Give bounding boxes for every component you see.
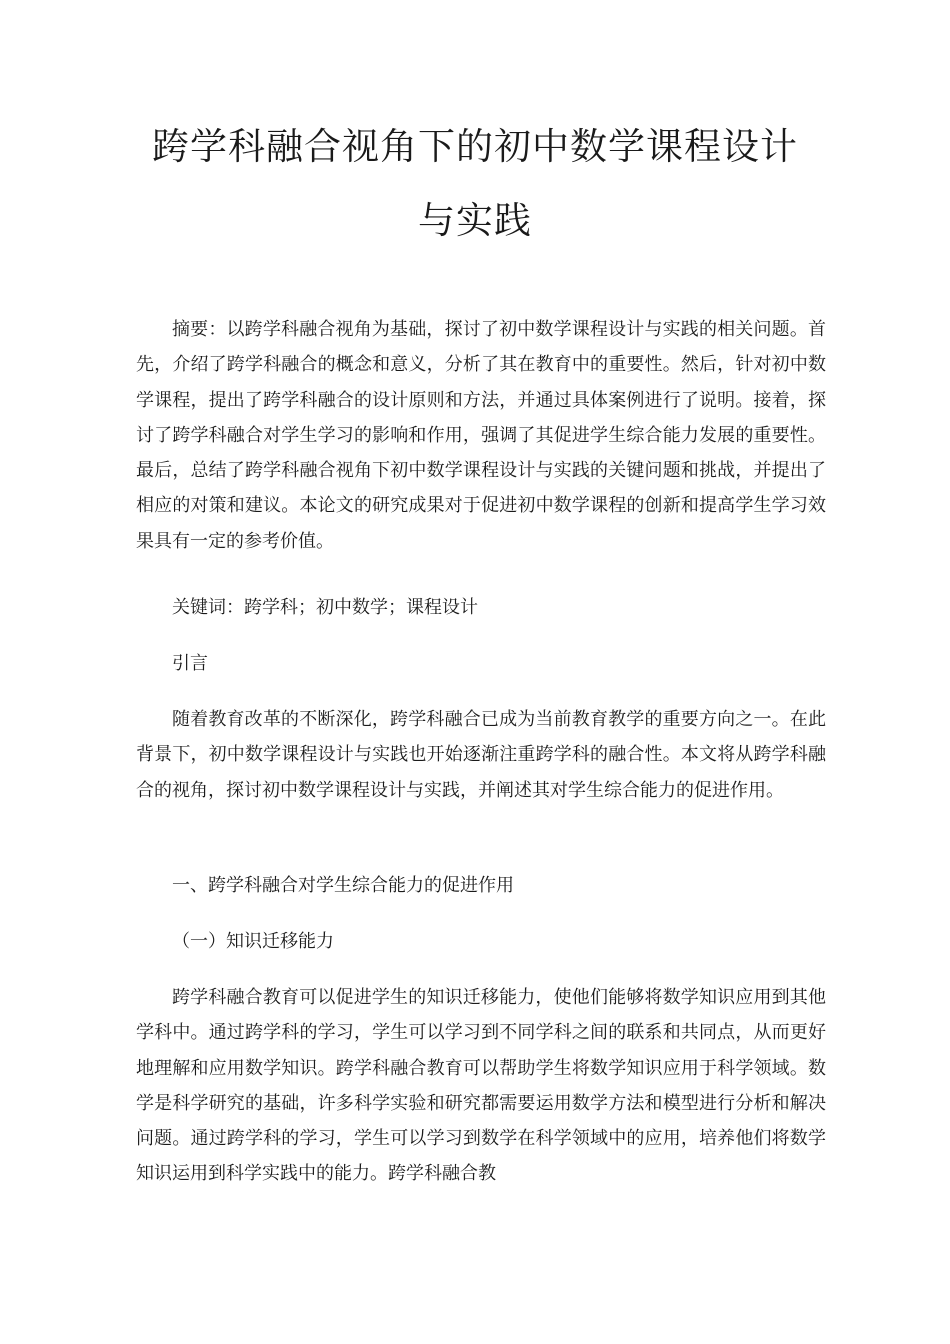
subsection-1-paragraph: 跨学科融合教育可以促进学生的知识迁移能力，使他们能够将数学知识应用到其他学科中。通过跨学科的学习，学生可以学习到不同学科之间的联系和共同点，从而更好地理解和应用数学知识。跨学科融合教育可以帮助学生将数学知识应用于科学领域。数学是科学研究的基础，许多科学实验和研究都需要运用数学方法和模型进行分析和解决问题。通过跨学科的学习，学生可以学习到数学在科学领域中的应用，培养他们将数学知识运用到科学实践中的能力。跨学科融合教 xyxy=(136,987,826,1185)
intro-paragraph: 随着教育改革的不断深化，跨学科融合已成为当前教育教学的重要方向之一。在此背景下，初中数学课程设计与实践也开始逐渐注重跨学科的融合性。本文将从跨学科融合的视角，探讨初中数学课程设计与实践，并阐述其对学生综合能力的促进作用。 xyxy=(136,709,826,801)
abstract-paragraph: 摘要：以跨学科融合视角为基础，探讨了初中数学课程设计与实践的相关问题。首先，介绍了跨学科融合的概念和意义，分析了其在教育中的重要性。然后，针对初中数学课程，提出了跨学科融合的设计原则和方法，并通过具体案例进行了说明。接着，探讨了跨学科融合对学生学习的影响和作用，强调了其促进学生综合能力发展的重要性。最后，总结了跨学科融合视角下初中数学课程设计与实践的关键问题和挑战，并提出了相应的对策和建议。本论文的研究成果对于促进初中数学课程的创新和提高学生学习效果具有一定的参考价值。 xyxy=(136,319,826,552)
subsection-1-heading: （一）知识迁移能力 xyxy=(172,931,334,952)
keywords-line: 关键词：跨学科；初中数学；课程设计 xyxy=(172,597,478,618)
section-1-heading: 一、跨学科融合对学生综合能力的促进作用 xyxy=(172,875,514,896)
title-line-1: 跨学科融合视角下的初中数学课程设计 xyxy=(152,125,798,168)
intro-heading: 引言 xyxy=(172,653,208,674)
title-line-2: 与实践 xyxy=(418,199,532,242)
